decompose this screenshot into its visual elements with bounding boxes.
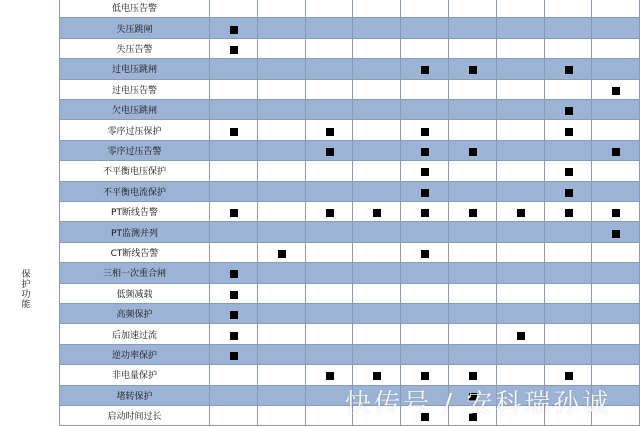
table-cell — [258, 120, 306, 140]
row-label: 不平衡电压保护 — [60, 161, 210, 181]
table-cell — [401, 324, 449, 344]
table-cell — [545, 39, 593, 59]
table-cell — [353, 345, 401, 365]
watermark-text: 快传号 / 安科瑞孙诚 — [345, 389, 612, 419]
filled-square-icon — [421, 128, 429, 136]
table-cell — [210, 406, 258, 426]
table-cell — [306, 161, 354, 181]
table-cell — [592, 182, 640, 202]
table-cell — [497, 263, 545, 283]
table-cell — [545, 0, 593, 18]
row-label: 欠电压跳闸 — [60, 100, 210, 120]
table-cell — [306, 0, 354, 18]
table-cell — [497, 18, 545, 38]
row-label: 后加速过流 — [60, 324, 210, 344]
table-cell — [449, 284, 497, 304]
table-cell — [592, 304, 640, 324]
row-label: 不平衡电流保护 — [60, 182, 210, 202]
table-cell — [353, 243, 401, 263]
filled-square-icon — [230, 270, 238, 278]
table-cell — [353, 304, 401, 324]
table-cell — [592, 59, 640, 79]
table-cell — [592, 39, 640, 59]
table-cell — [401, 18, 449, 38]
row-label: 零序过压保护 — [60, 120, 210, 140]
filled-square-icon — [565, 107, 573, 115]
table-cell — [449, 39, 497, 59]
table-cell — [497, 243, 545, 263]
filled-square-icon — [421, 168, 429, 176]
table-cell — [592, 100, 640, 120]
filled-square-icon — [469, 148, 477, 156]
table-cell — [306, 284, 354, 304]
table-cell — [306, 80, 354, 100]
filled-square-icon — [421, 250, 429, 258]
table-cell — [258, 386, 306, 406]
table-cell — [258, 39, 306, 59]
table-cell — [545, 263, 593, 283]
row-label: 启动时间过长 — [60, 406, 210, 426]
table-cell — [401, 39, 449, 59]
filled-square-icon — [230, 46, 238, 54]
table-cell — [306, 18, 354, 38]
table-cell — [306, 182, 354, 202]
table-cell — [258, 222, 306, 242]
filled-square-icon — [230, 332, 238, 340]
filled-square-icon — [278, 250, 286, 258]
table-cell — [449, 0, 497, 18]
table-cell — [258, 406, 306, 426]
table-cell — [210, 182, 258, 202]
table-cell — [353, 182, 401, 202]
table-cell — [258, 18, 306, 38]
filled-square-icon — [421, 372, 429, 380]
table-cell — [353, 161, 401, 181]
table-cell — [306, 345, 354, 365]
row-label: 堵转保护 — [60, 386, 210, 406]
table-cell — [258, 100, 306, 120]
table-cell — [353, 324, 401, 344]
table-cell — [210, 243, 258, 263]
filled-square-icon — [421, 66, 429, 74]
table-cell — [210, 0, 258, 18]
table-cell — [258, 80, 306, 100]
table-cell — [592, 161, 640, 181]
table-cell — [497, 0, 545, 18]
filled-square-icon — [373, 372, 381, 380]
table-cell — [401, 284, 449, 304]
table-cell — [353, 120, 401, 140]
table-cell — [497, 80, 545, 100]
row-label: 低电压告警 — [60, 0, 210, 18]
table-cell — [210, 365, 258, 385]
table-cell — [306, 304, 354, 324]
category-label: 保护功能 — [21, 270, 31, 310]
table-cell — [592, 263, 640, 283]
filled-square-icon — [469, 209, 477, 217]
table-cell — [401, 0, 449, 18]
table-cell — [545, 141, 593, 161]
table-cell — [592, 324, 640, 344]
row-label: 逆功率保护 — [60, 345, 210, 365]
table-cell — [497, 59, 545, 79]
filled-square-icon — [565, 189, 573, 197]
table-cell — [210, 100, 258, 120]
table-cell — [497, 284, 545, 304]
table-cell — [401, 100, 449, 120]
row-label: 失压告警 — [60, 39, 210, 59]
filled-square-icon — [230, 26, 238, 34]
table-cell — [258, 263, 306, 283]
table-cell — [401, 263, 449, 283]
table-cell — [401, 222, 449, 242]
table-cell — [497, 304, 545, 324]
table-cell — [497, 182, 545, 202]
table-cell — [258, 141, 306, 161]
table-cell — [545, 345, 593, 365]
row-label: 失压跳闸 — [60, 18, 210, 38]
table-cell — [258, 345, 306, 365]
table-cell — [545, 222, 593, 242]
table-cell — [306, 59, 354, 79]
table-cell — [353, 39, 401, 59]
filled-square-icon — [517, 209, 525, 217]
table-cell — [353, 284, 401, 304]
filled-square-icon — [421, 209, 429, 217]
table-cell — [353, 0, 401, 18]
filled-square-icon — [612, 230, 620, 238]
table-cell — [210, 161, 258, 181]
table-cell — [497, 161, 545, 181]
filled-square-icon — [230, 128, 238, 136]
table-cell — [258, 59, 306, 79]
table-cell — [353, 222, 401, 242]
table-cell — [401, 80, 449, 100]
table-cell — [449, 161, 497, 181]
table-cell — [449, 18, 497, 38]
table-cell — [306, 263, 354, 283]
table-cell — [353, 80, 401, 100]
table-cell — [449, 222, 497, 242]
table-cell — [449, 120, 497, 140]
table-cell — [258, 304, 306, 324]
table-cell — [353, 100, 401, 120]
table-cell — [592, 284, 640, 304]
table-cell — [449, 182, 497, 202]
table-cell — [353, 59, 401, 79]
table-cell — [449, 263, 497, 283]
filled-square-icon — [326, 209, 334, 217]
table-cell — [449, 345, 497, 365]
table-cell — [210, 80, 258, 100]
table-cell — [449, 100, 497, 120]
table-cell — [258, 324, 306, 344]
row-label: PT监测并列 — [60, 222, 210, 242]
table-cell — [592, 120, 640, 140]
table-cell — [258, 182, 306, 202]
filled-square-icon — [565, 372, 573, 380]
row-label: 过电压跳闸 — [60, 59, 210, 79]
table-cell — [545, 80, 593, 100]
table-cell — [592, 18, 640, 38]
filled-square-icon — [421, 189, 429, 197]
filled-square-icon — [326, 372, 334, 380]
table-cell — [210, 222, 258, 242]
row-label: 三相一次重合闸 — [60, 263, 210, 283]
table-cell — [306, 100, 354, 120]
filled-square-icon — [612, 87, 620, 95]
filled-square-icon — [565, 209, 573, 217]
filled-square-icon — [565, 66, 573, 74]
table-cell — [497, 39, 545, 59]
table-cell — [258, 0, 306, 18]
table-cell — [353, 18, 401, 38]
table-cell — [401, 304, 449, 324]
table-cell — [258, 284, 306, 304]
filled-square-icon — [373, 209, 381, 217]
filled-square-icon — [612, 209, 620, 217]
table-cell — [545, 304, 593, 324]
row-label: 高频保护 — [60, 304, 210, 324]
table-cell — [497, 120, 545, 140]
table-cell — [210, 59, 258, 79]
table-cell — [306, 243, 354, 263]
row-label: 零序过压告警 — [60, 141, 210, 161]
table-cell — [545, 243, 593, 263]
table-cell — [449, 243, 497, 263]
table-cell — [497, 345, 545, 365]
table-cell — [353, 141, 401, 161]
table-cell — [497, 141, 545, 161]
table-cell — [401, 345, 449, 365]
table-cell — [592, 0, 640, 18]
table-cell — [258, 202, 306, 222]
table-cell — [497, 222, 545, 242]
row-label: 非电量保护 — [60, 365, 210, 385]
filled-square-icon — [421, 148, 429, 156]
table-cell — [449, 304, 497, 324]
table-cell — [497, 100, 545, 120]
table-cell — [592, 243, 640, 263]
filled-square-icon — [230, 352, 238, 360]
category-column — [0, 0, 60, 426]
filled-square-icon — [517, 332, 525, 340]
filled-square-icon — [230, 291, 238, 299]
filled-square-icon — [326, 128, 334, 136]
filled-square-icon — [469, 66, 477, 74]
filled-square-icon — [612, 148, 620, 156]
table-cell — [592, 345, 640, 365]
filled-square-icon — [469, 372, 477, 380]
row-label: CT断线告警 — [60, 243, 210, 263]
table-cell — [306, 222, 354, 242]
row-label: 低频减载 — [60, 284, 210, 304]
filled-square-icon — [326, 148, 334, 156]
table-cell — [545, 18, 593, 38]
filled-square-icon — [230, 209, 238, 217]
filled-square-icon — [565, 168, 573, 176]
table-cell — [258, 161, 306, 181]
table-cell — [210, 141, 258, 161]
table-cell — [306, 39, 354, 59]
table-cell — [306, 324, 354, 344]
row-label: PT断线告警 — [60, 202, 210, 222]
row-label: 过电压告警 — [60, 80, 210, 100]
table-cell — [258, 365, 306, 385]
table-cell — [210, 386, 258, 406]
filled-square-icon — [230, 311, 238, 319]
table-cell — [545, 324, 593, 344]
table-cell — [449, 324, 497, 344]
table-cell — [449, 80, 497, 100]
table-cell — [353, 263, 401, 283]
filled-square-icon — [565, 128, 573, 136]
table-cell — [545, 284, 593, 304]
